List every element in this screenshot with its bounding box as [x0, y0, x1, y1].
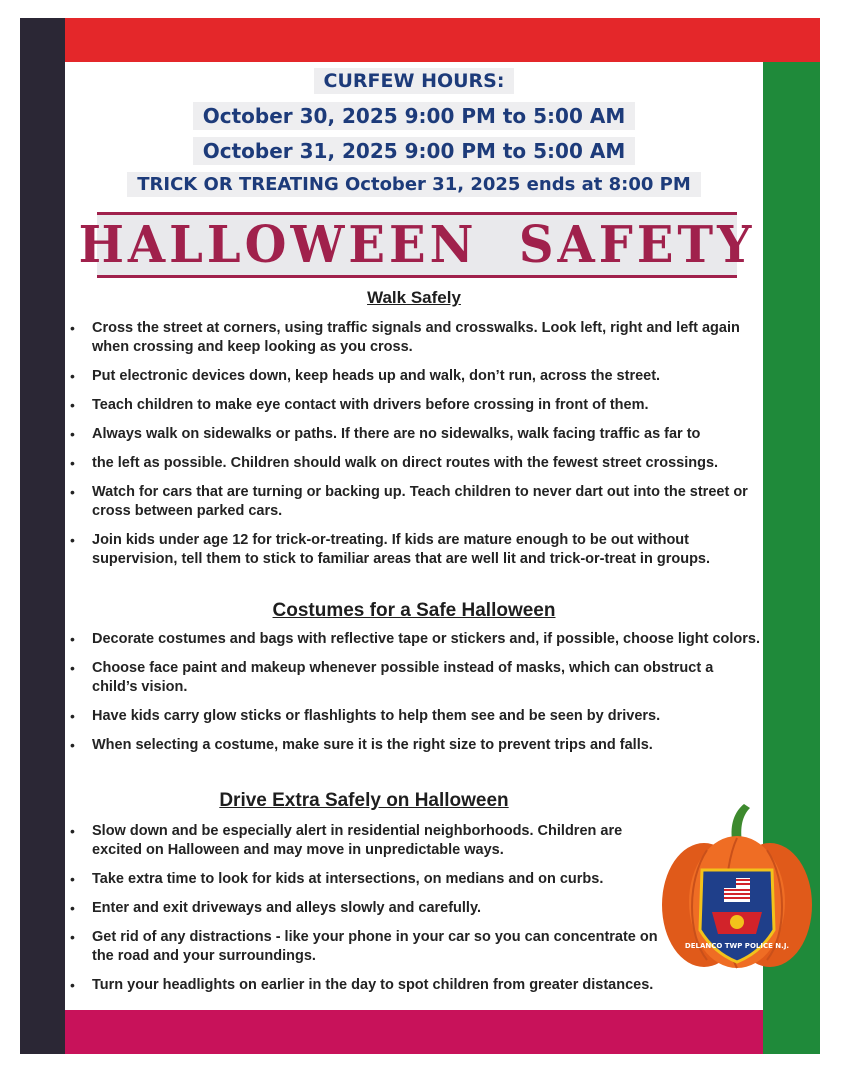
- list-item: • Put electronic devices down, keep heads up and walk, don’t run, across the street.: [70, 368, 661, 384]
- curfew-title: CURFEW HOURS:: [65, 70, 763, 92]
- list-item: • Join kids under age 12 for trick-or-treating. If kids are mature enough to be out without supervision, tell them to stick to familiar areas that are well lit and trick-or-treat in groups.: [70, 532, 711, 567]
- list-item: • Watch for cars that are turning or backing up. Teach children to never dart out into the street or cross between parked cars.: [70, 484, 748, 519]
- bullet-dot-icon: •: [70, 532, 75, 548]
- list-item: • Always walk on sidewalks or paths. If there are no sidewalks, walk facing traffic as far to: [70, 426, 701, 442]
- bullet-dot-icon: •: [70, 708, 75, 724]
- list-item: • Turn your headlights on earlier in the day to spot children from greater distances.: [70, 977, 654, 993]
- bullet-dot-icon: •: [70, 823, 75, 839]
- left-border-bar: [20, 18, 65, 1054]
- drive-safely-list: [70, 822, 660, 995]
- trick-or-treat-line: TRICK OR TREATING October 31, 2025 ends at 8:00 PM: [65, 174, 763, 195]
- pumpkin-badge-icon: [652, 800, 822, 975]
- bullet-dot-icon: •: [70, 977, 75, 993]
- bullet-dot-icon: •: [70, 929, 75, 945]
- list-item: • Choose face paint and makeup whenever possible instead of masks, which can obstruct a child’s vision.: [70, 660, 714, 695]
- bullet-dot-icon: •: [70, 368, 75, 384]
- walk-safely-heading: Walk Safely: [367, 288, 461, 307]
- list-item: • Have kids carry glow sticks or flashlights to help them see and be seen by drivers.: [70, 708, 661, 724]
- list-item: • Decorate costumes and bags with reflective tape or stickers and, if possible, choose light colors.: [70, 631, 760, 647]
- bottom-border-bar: [65, 1010, 763, 1054]
- costumes-heading: Costumes for a Safe Halloween: [272, 600, 556, 621]
- badge-label: DELANCO TWP POLICE N.J.: [684, 942, 790, 950]
- list-item: • When selecting a costume, make sure it is the right size to prevent trips and falls.: [70, 737, 653, 753]
- list-item: • Teach children to make eye contact with drivers before crossing in front of them.: [70, 397, 649, 413]
- pumpkin-graphic: [652, 800, 822, 975]
- costumes-list: [70, 630, 760, 755]
- bullet-dot-icon: •: [70, 631, 75, 647]
- top-border-bar: [65, 18, 820, 62]
- bullet-dot-icon: •: [70, 484, 75, 500]
- drive-safely-heading: Drive Extra Safely on Halloween: [219, 790, 509, 811]
- list-item: • Get rid of any distractions - like your phone in your car so you can concentrate on the road and your surroundings.: [70, 929, 658, 964]
- list-item: • Cross the street at corners, using traffic signals and crosswalks. Look left, right and left again when crossing and keep looking as you cross.: [70, 320, 740, 355]
- walk-safely-list: [70, 319, 760, 569]
- bullet-dot-icon: •: [70, 455, 75, 471]
- curfew-line-1: October 30, 2025 9:00 PM to 5:00 AM: [65, 104, 763, 128]
- bullet-dot-icon: •: [70, 426, 75, 442]
- list-item: • Take extra time to look for kids at intersections, on medians and on curbs.: [70, 871, 604, 887]
- curfew-line-2: October 31, 2025 9:00 PM to 5:00 AM: [65, 139, 763, 163]
- bullet-dot-icon: •: [70, 871, 75, 887]
- bullet-dot-icon: •: [70, 320, 75, 336]
- list-item: • Slow down and be especially alert in residential neighborhoods. Children are excited on Halloween and may move in unpredictable ways.: [70, 823, 623, 858]
- halloween-safety-banner: [78, 212, 756, 278]
- list-item: • Enter and exit driveways and alleys slowly and carefully.: [70, 900, 481, 916]
- bullet-dot-icon: •: [70, 737, 75, 753]
- bullet-dot-icon: •: [70, 397, 75, 413]
- list-item: • the left as possible. Children should walk on direct routes with the fewest street crossings.: [70, 455, 719, 471]
- bullet-dot-icon: •: [70, 660, 75, 676]
- banner-title: HALLOWEEN SAFETY: [78, 215, 756, 275]
- bullet-dot-icon: •: [70, 900, 75, 916]
